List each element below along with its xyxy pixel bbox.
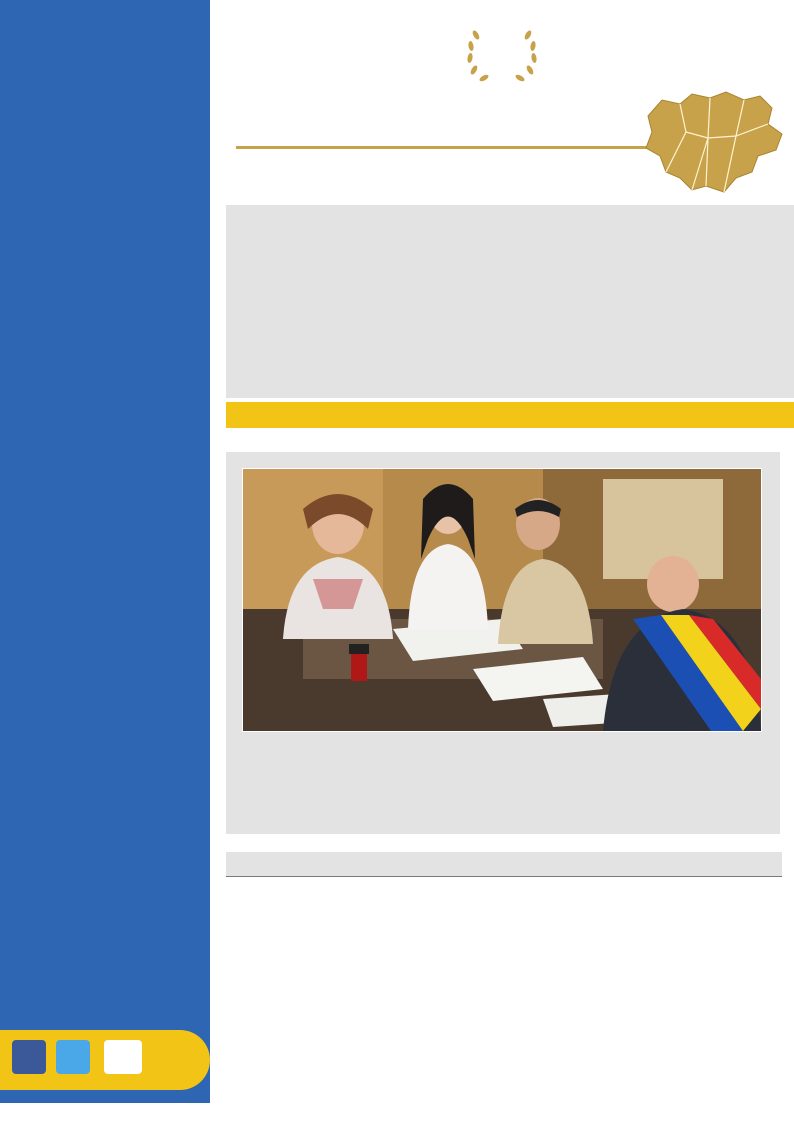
bulletin-issue-bar	[226, 402, 794, 428]
laurel-icon	[460, 18, 544, 90]
region-map-icon	[640, 86, 790, 198]
social-links	[0, 1030, 210, 1090]
brand-divider	[236, 146, 654, 149]
twitter-icon[interactable]	[56, 1040, 90, 1074]
publisher-note	[0, 0, 210, 14]
youtube-icon[interactable]	[104, 1040, 142, 1074]
facebook-icon[interactable]	[12, 1040, 46, 1074]
section-heading-info-judete	[226, 852, 782, 877]
feature-article[interactable]	[226, 452, 780, 834]
feature-photo	[242, 468, 762, 732]
sidebar-table-of-contents	[0, 0, 210, 1103]
rainbow-footer-bar	[0, 1103, 794, 1123]
anniversary-badge	[460, 18, 544, 90]
masthead-title	[226, 205, 794, 398]
